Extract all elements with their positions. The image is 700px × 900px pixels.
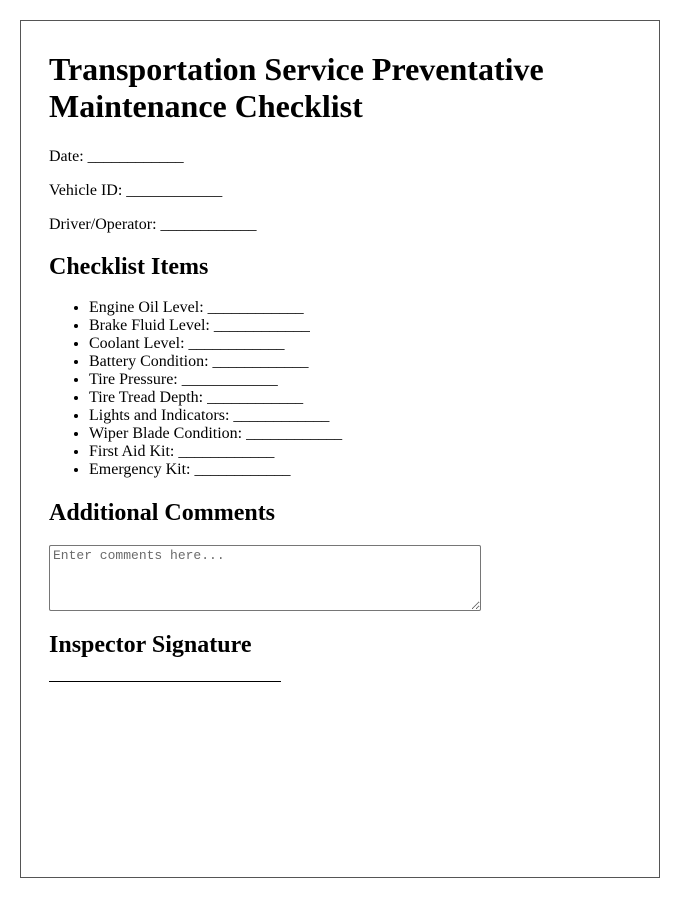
signature-line (49, 681, 281, 682)
checklist-item-tire-pressure: • Tire Pressure: ____________ (89, 371, 639, 389)
checklist-item-coolant: • Coolant Level: ____________ (89, 335, 639, 353)
driver-operator-field: Driver/Operator: ____________ (49, 216, 257, 233)
checklist-item-first-aid-kit: • First Aid Kit: ____________ (89, 443, 639, 461)
page-title: Transportation Service Preventative Maintenance Checklist (49, 51, 544, 124)
checklist-item-tire-tread: • Tire Tread Depth: ____________ (89, 389, 639, 407)
comments-textarea[interactable] (49, 545, 481, 611)
checklist-item-engine-oil: • Engine Oil Level: ____________ (89, 299, 639, 317)
document-content (49, 51, 639, 682)
checklist-item-battery: • Battery Condition: ____________ (89, 353, 639, 371)
signature-heading: Inspector Signature (49, 632, 252, 658)
checklist-item-brake-fluid: • Brake Fluid Level: ____________ (89, 317, 639, 335)
checklist-item-emergency-kit: • Emergency Kit: ____________ (89, 461, 639, 479)
checklist-heading: Checklist Items (49, 254, 209, 280)
checklist-item-lights: • Lights and Indicators: ____________ (89, 407, 639, 425)
vehicle-id-field: Vehicle ID: ____________ (49, 182, 223, 199)
checklist-item-wiper-blade: • Wiper Blade Condition: ____________ (89, 425, 639, 443)
date-field: Date: ____________ (49, 148, 184, 165)
checklist-list (49, 299, 639, 479)
document-page (20, 20, 660, 878)
comments-heading: Additional Comments (49, 500, 276, 526)
